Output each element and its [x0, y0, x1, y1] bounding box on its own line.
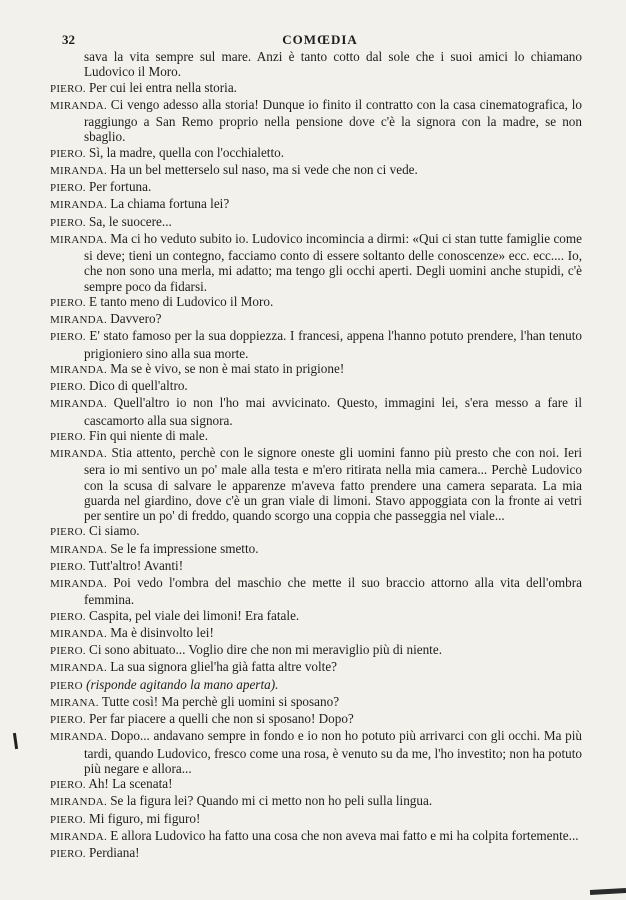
- speech-text: Sì, la madre, quella con l'occhialetto.: [89, 144, 285, 160]
- dialogue-line: [50, 728, 582, 776]
- speech-text: Per far piacere a quelli che non si sposano! Dopo?: [89, 711, 354, 726]
- speaker-name: MIRANDA.: [50, 233, 107, 246]
- speaker-name: PIERO.: [50, 182, 86, 194]
- speaker-name: MIRANA.: [50, 696, 99, 709]
- dialogue-line: [50, 378, 582, 395]
- speaker-name: PIERO.: [50, 714, 86, 726]
- speaker-name: PIERO.: [50, 331, 86, 344]
- speech-text: Mi figuro, mi figuro!: [89, 810, 201, 826]
- dialogue-line: [50, 541, 582, 558]
- dialogue-line: [50, 361, 582, 378]
- dialogue-line: [50, 145, 582, 162]
- speech-text: Davvero?: [110, 311, 162, 326]
- speaker-name: PIERO.: [50, 296, 86, 309]
- speaker-name: PIERO: [50, 679, 83, 692]
- dialogue-line: [50, 311, 582, 328]
- speech-text: Ha un bel metterselo sul naso, ma si vede che non ci vede.: [110, 161, 418, 177]
- speaker-name: PIERO.: [50, 216, 86, 229]
- dialogue-line: [50, 575, 582, 608]
- speech-text: Tutt'altro! Avanti!: [88, 557, 184, 573]
- speech-text: Per cui lei entra nella storia.: [89, 79, 237, 95]
- dialogue-line: [50, 523, 582, 540]
- speaker-name: MIRANDA.: [50, 796, 107, 809]
- dialogue-line: [50, 179, 582, 196]
- speech-text: Dopo... andavano sempre in fondo e io non ho potuto più arrivarci con gli occhi. Ma più tardi, quando Ludovico, fresco come una rosa, è venuto su da me, l'ho investito; non ha potuto più negare e allora...: [84, 728, 583, 776]
- speaker-name: PIERO.: [50, 560, 86, 573]
- speech-text: Caspita, pel viale dei limoni! Era fatale.: [89, 607, 300, 623]
- speech-text: Ci sono abituato... Voglio dire che non mi meraviglio più di niente.: [89, 642, 442, 657]
- speaker-name: MIRANDA.: [50, 363, 107, 376]
- dialogue-line: [50, 80, 582, 97]
- speech-text: Sa, le suocere...: [89, 213, 172, 229]
- dialogue-line: [50, 776, 582, 793]
- speaker-name: PIERO.: [50, 645, 86, 657]
- speaker-name: PIERO.: [50, 610, 86, 623]
- dialogue-line: [50, 395, 582, 428]
- dialogue-line: [50, 845, 582, 862]
- speech-text: Se le fa impressione smetto.: [110, 540, 259, 556]
- speech-text: Per fortuna.: [89, 179, 152, 194]
- speaker-name: MIRANDA.: [50, 627, 107, 640]
- speech-text: Fin qui niente di male.: [89, 427, 209, 443]
- speech-text: Ma se è vivo, se non è mai stato in prigione!: [110, 360, 345, 376]
- speech-text: Ma ci ho veduto subito io. Ludovico incomincia a dirmi: «Qui ci stan tutte famiglie come si deve; tieni un contegno, facciamo conto di essere soltanto delle conoscenze» ecc. ecc.... Io, che non sono una merla, mi adatto; ma tengo gli occhi aperti. Degli uomini anche stupidi, c'è sempre poco da fidarsi.: [84, 230, 583, 294]
- speaker-name: PIERO.: [50, 430, 86, 443]
- dialogue-line: [50, 328, 582, 361]
- speaker-name: MIRANDA.: [50, 199, 107, 212]
- dialogue-line: [50, 828, 582, 845]
- speech-text: Dico di quell'altro.: [89, 378, 188, 393]
- dialogue-line: [50, 196, 582, 213]
- continuation-paragraph: sava la vita sempre sul mare. Anzi è tanto cotto dal sole che i suoi amici lo chiamano Ludovico il Moro.: [84, 49, 582, 80]
- dialogue-line: [50, 711, 582, 728]
- dialogue-line: [50, 694, 582, 711]
- speech-text: E allora Ludovico ha fatto una cosa che non aveva mai fatto e mi ha colpita fortemente...: [110, 827, 579, 843]
- speaker-name: PIERO.: [50, 779, 86, 791]
- speech-text: Perdiana!: [89, 845, 140, 860]
- speech-text: Ma è disinvolto lei!: [110, 624, 214, 640]
- dialogue-line: [50, 642, 582, 659]
- speaker-name: MIRANDA.: [50, 164, 107, 177]
- dialogue-line: [50, 428, 582, 445]
- speaker-name: MIRANDA.: [50, 448, 107, 460]
- speaker-name: MIRANDA.: [50, 662, 107, 675]
- dialogue-body: [50, 49, 582, 862]
- speaker-name: MIRANDA.: [50, 731, 107, 744]
- speech-text: Se la figura lei? Quando mi ci metto non ho peli sulla lingua.: [110, 793, 433, 809]
- speaker-name: MIRANDA.: [50, 543, 107, 556]
- speaker-name: MIRANDA.: [50, 314, 107, 326]
- stage-direction: (risponde agitando la mano aperta).: [86, 676, 279, 692]
- dialogue-line: [50, 558, 582, 575]
- speaker-name: MIRANDA.: [50, 830, 107, 843]
- dialogue-line: [50, 677, 582, 694]
- dialogue-line: [50, 608, 582, 625]
- speech-text: Ci vengo adesso alla storia! Dunque io finito il contratto con la casa cinematografica, lo raggiungo a San Remo proprio nella pensione dove c'è la signora con la madre, se non sbaglio.: [84, 96, 583, 145]
- speaker-name: PIERO.: [50, 147, 86, 160]
- dialogue-line: [50, 811, 582, 828]
- speech-text: Tutte così! Ma perchè gli uomini si sposano?: [101, 693, 340, 709]
- dialogue-line: [50, 625, 582, 642]
- dialogue-line: [50, 162, 582, 179]
- speech-text: Poi vedo l'ombra del maschio che mette il suo braccio attorno alla vita dell'ombra femmina.: [84, 575, 583, 608]
- speech-text: E tanto meno di Ludovico il Moro.: [89, 293, 274, 309]
- speaker-name: MIRANDA.: [50, 398, 107, 411]
- speech-text: La sua signora gliel'ha già fatta altre volte?: [110, 659, 338, 675]
- speaker-name: PIERO.: [50, 82, 86, 95]
- dialogue-line: [50, 97, 582, 145]
- speaker-name: PIERO.: [50, 848, 86, 860]
- dialogue-line: [50, 659, 582, 676]
- speaker-name: MIRANDA.: [50, 578, 107, 590]
- page-header: [60, 32, 580, 48]
- speech-text: La chiama fortuna lei?: [110, 196, 230, 212]
- speaker-name: PIERO.: [50, 813, 86, 826]
- margin-ink-mark: [13, 733, 18, 749]
- speaker-name: MIRANDA.: [50, 99, 107, 112]
- speech-text: Quell'altro io non l'ho mai avvicinato. Questo, immagini lei, s'era messo a fare il cascamorto alla sua signora.: [84, 395, 582, 428]
- speech-text: E' stato famoso per la sua doppiezza. I francesi, appena l'hanno potuto prendere, l'han tenuto prigioniero sino alla sua morte.: [84, 328, 583, 361]
- speech-text: Stia attento, perchè con le signore oneste gli uomini fanno più presto che con noi. Ieri sera io mi sentivo un po' male alla testa e m'ero ritirata nella mia camera... Perchè Ludovico con la scusa di salvare le apparenze m'aveva fatto prendere una camera separata. La mia guarda nel giardino, dove c'è un gran viale di limoni. Stavo appoggiata con la fronte ai vetri per sentire un po' di freddo, quando scorgo una coppia che passeggia nel viale...: [84, 445, 582, 523]
- dialogue-line: [50, 294, 582, 311]
- dialogue-line: [50, 445, 582, 523]
- page-number: 32: [62, 32, 75, 47]
- speaker-name: PIERO.: [50, 381, 86, 393]
- speaker-name: PIERO.: [50, 526, 86, 539]
- dialogue-line: [50, 214, 582, 231]
- speech-text: Ah! La scenata!: [88, 776, 173, 791]
- journal-title: COMŒDIA: [282, 32, 358, 47]
- corner-ink-mark: [590, 888, 626, 895]
- dialogue-line: [50, 793, 582, 810]
- speech-text: Ci siamo.: [89, 523, 140, 539]
- dialogue-line: [50, 231, 582, 294]
